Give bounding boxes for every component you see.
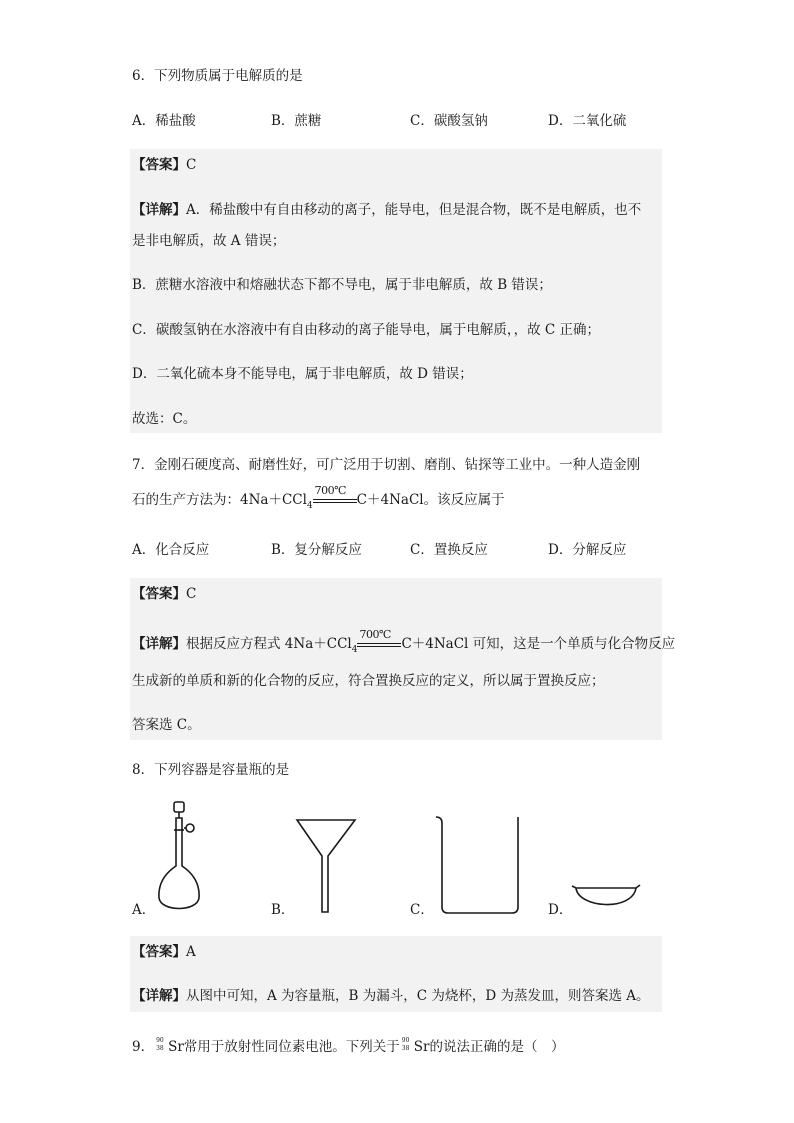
q8-answer-label: 【答案】 bbox=[132, 944, 186, 960]
q7-option-a[interactable]: A．化合反应 bbox=[132, 542, 210, 558]
q7-detail-line-3: 答案选 C。 bbox=[132, 717, 201, 733]
q6-option-d[interactable]: D．二氧化硫 bbox=[548, 113, 627, 129]
q7-subscript: 4 bbox=[306, 501, 313, 511]
q7-options bbox=[132, 540, 692, 560]
q6-detail-line-5: D．二氧化硫本身不能导电，属于非电解质，故 D 错误； bbox=[132, 366, 473, 382]
q8-stem: 8．下列容器是容量瓶的是 bbox=[132, 762, 290, 778]
volumetric-flask-icon bbox=[150, 800, 210, 918]
q8-answer-value: A bbox=[186, 944, 196, 960]
q9-isotope-notation-2: 90 38 bbox=[401, 1037, 410, 1052]
q6-detail-label: 【详解】 bbox=[132, 202, 186, 218]
q6-option-c[interactable]: C．碳酸氢钠 bbox=[410, 113, 488, 129]
q8-option-c-label[interactable]: C． bbox=[410, 902, 434, 918]
q8-option-a-label[interactable]: A． bbox=[132, 902, 156, 918]
q7-detail-line-1: 【详解】根据反应方程式 4Na＋CCl$_4$ 700℃ C＋4NaCl 可知，这是一个单质与化合物反应 bbox=[132, 628, 676, 655]
q7-answer bbox=[132, 584, 196, 604]
q7-stem-line-2: 石的生产方法为：4Na＋CCl$_4$ 700℃ C＋4NaCl。该反应属于 bbox=[132, 490, 505, 512]
q8-detail-label: 【详解】 bbox=[132, 988, 186, 1004]
q7-detail-reaction-arrow: 700℃ bbox=[357, 634, 401, 654]
q7-answer-label: 【答案】 bbox=[132, 586, 186, 602]
q7-detail-line-2: 生成新的单质和新的化合物的反应，符合置换反应的定义，所以属于置换反应； bbox=[132, 673, 605, 689]
q7-reaction-arrow bbox=[313, 484, 357, 510]
q7-option-c[interactable]: C．置换反应 bbox=[410, 542, 488, 558]
q7-condition: 700℃ bbox=[314, 484, 346, 497]
q7-answer-value: C bbox=[186, 586, 197, 602]
q8-option-d-label[interactable]: D． bbox=[548, 902, 573, 918]
q8-detail: 【详解】从图中可知，A 为容量瓶，B 为漏斗，C 为烧杯，D 为蒸发皿，则答案选 A。 bbox=[132, 988, 650, 1004]
beaker-icon bbox=[432, 815, 522, 915]
q7-option-b[interactable]: B．复分解反应 bbox=[271, 542, 362, 558]
q6-detail-line-3: B．蔗糖水溶液中和熔融状态下都不导电，属于非电解质，故 B 错误； bbox=[132, 277, 552, 293]
evaporating-dish-icon bbox=[570, 882, 642, 916]
q6-detail-line-2: 是非电解质，故 A 错误； bbox=[132, 233, 286, 249]
q9-stem: 9． 90 38 Sr常用于放射性同位素电池。下列关于 90 38 Sr的说法正确的是（ ） bbox=[132, 1037, 565, 1055]
q6-detail-line-4: C．碳酸氢钠在水溶液中有自由移动的离子能导电，属于电解质，，故 C 正确； bbox=[132, 322, 600, 338]
q9-isotope-notation: 90 38 bbox=[156, 1037, 164, 1052]
q7-option-d[interactable]: D．分解反应 bbox=[548, 542, 627, 558]
funnel-icon bbox=[295, 818, 357, 916]
q8-option-b-label[interactable]: B． bbox=[271, 902, 295, 918]
q6-detail-line-1: 【详解】A．稀盐酸中有自由移动的离子，能导电，但是混合物，既不是电解质，也不 bbox=[132, 202, 642, 218]
q7-stem-line-1: 7．金刚石硬度高、耐磨性好，可广泛用于切割、磨削、钻探等工业中。一种人造金刚 bbox=[132, 457, 641, 473]
q6-answer-label: 【答案】 bbox=[132, 157, 186, 173]
q6-stem: 6．下列物质属于电解质的是 bbox=[132, 68, 303, 84]
q6-option-a[interactable]: A．稀盐酸 bbox=[132, 113, 196, 129]
q7-detail-label: 【详解】 bbox=[132, 636, 186, 652]
q6-option-b[interactable]: B．蔗糖 bbox=[271, 113, 322, 129]
q7-answer-panel bbox=[130, 578, 662, 740]
q6-answer-value: C bbox=[186, 157, 197, 173]
q8-answer bbox=[132, 942, 196, 962]
q6-answer bbox=[132, 155, 196, 175]
q6-options bbox=[132, 111, 692, 131]
q6-conclusion: 故选：C。 bbox=[132, 411, 197, 427]
